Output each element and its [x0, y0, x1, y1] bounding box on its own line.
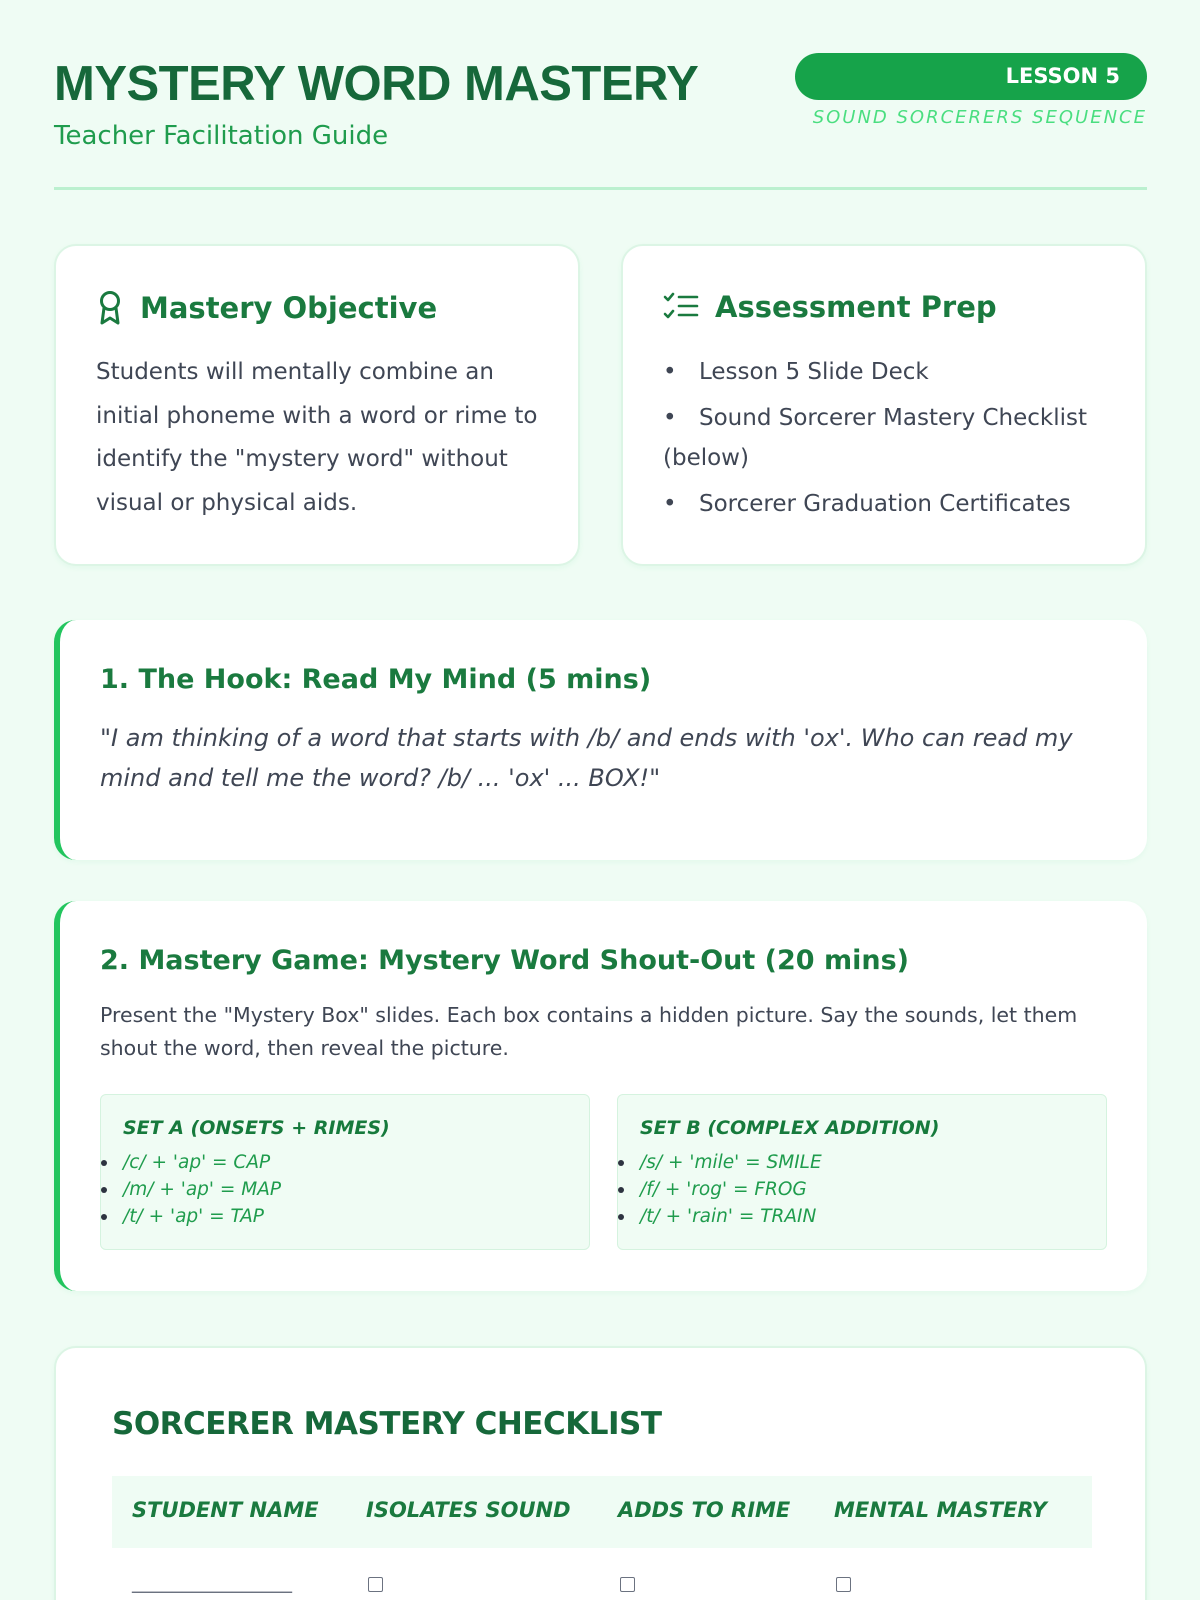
set-a-list: [123, 1149, 281, 1230]
set-b-title: SET B (COMPLEX ADDITION): [640, 1117, 940, 1139]
assessment-prep-title: Assessment Prep: [715, 290, 997, 324]
hook-title: 1. The Hook: Read My Mind (5 mins): [100, 664, 652, 695]
list-item: • Lesson 5 Slide Deck: [663, 359, 929, 385]
list-item: /m/ + 'ap' = MAP: [123, 1176, 281, 1203]
list-item: /f/ + 'rog' = FROG: [640, 1176, 822, 1203]
isolates-sound-checkbox[interactable]: [368, 1577, 383, 1592]
hook-section: [54, 620, 1147, 860]
set-b-box: [617, 1094, 1107, 1250]
column-student-name: STUDENT NAME: [132, 1498, 319, 1522]
page-subtitle: Teacher Facilitation Guide: [54, 121, 389, 151]
lesson-badge: LESSON 5: [795, 53, 1147, 100]
set-a-box: [100, 1094, 590, 1250]
set-a-title: SET A (ONSETS + RIMES): [123, 1117, 390, 1139]
adds-to-rime-checkbox[interactable]: [620, 1577, 635, 1592]
hook-quote: "I am thinking of a word that starts with /b/ and ends with 'ox'. Who can read my mind and tell me the word? /b/ ... 'ox' ... BOX!": [100, 724, 1073, 792]
column-adds-to-rime: ADDS TO RIME: [618, 1498, 791, 1522]
page-header: [54, 0, 1147, 190]
column-mental-mastery: MENTAL MASTERY: [834, 1498, 1047, 1522]
column-isolates-sound: ISOLATES SOUND: [366, 1498, 571, 1522]
page-title: MYSTERY WORD MASTERY: [54, 57, 699, 111]
list-item: /s/ + 'mile' = SMILE: [640, 1149, 822, 1176]
mastery-objective-card: [54, 244, 580, 566]
checklist-table-header: [112, 1476, 1092, 1548]
list-item: /t/ + 'ap' = TAP: [123, 1203, 281, 1230]
set-b-list: [640, 1149, 822, 1230]
mastery-game-title: 2. Mastery Game: Mystery Word Shout-Out (20 mins): [100, 945, 910, 976]
checklist-title: SORCERER MASTERY CHECKLIST: [112, 1406, 662, 1442]
mental-mastery-checkbox[interactable]: [836, 1577, 851, 1592]
mastery-game-section: [54, 901, 1147, 1291]
list-item: /t/ + 'rain' = TRAIN: [640, 1203, 822, 1230]
lesson-guide-page: [54, 0, 1147, 1600]
mastery-objective-heading: [96, 290, 437, 326]
assessment-prep-card: [621, 244, 1147, 566]
assessment-prep-heading: [663, 290, 997, 324]
student-name-blank[interactable]: ________________: [132, 1569, 292, 1593]
mastery-game-description: Present the "Mystery Box" slides. Each box contains a hidden picture. Say the sounds, let them shout the word, then reveal the picture.: [100, 1003, 1078, 1060]
mastery-objective-text: Students will mentally combine an initial phoneme with a word or rime to identify the "mystery word" without visual or physical aids.: [96, 359, 538, 516]
list-item: • Sorcerer Graduation Certificates: [663, 491, 1071, 517]
list-item: • Sound Sorcerer Mastery Checklist (below): [663, 405, 1088, 471]
award-ribbon-icon: [96, 290, 124, 326]
list-item: /c/ + 'ap' = CAP: [123, 1149, 281, 1176]
sequence-label: SOUND SORCERERS SEQUENCE: [812, 107, 1147, 128]
mastery-checklist: [54, 1346, 1147, 1600]
prep-list: [663, 352, 1123, 530]
mastery-objective-title: Mastery Objective: [140, 291, 438, 325]
checklist-icon: [663, 292, 699, 322]
